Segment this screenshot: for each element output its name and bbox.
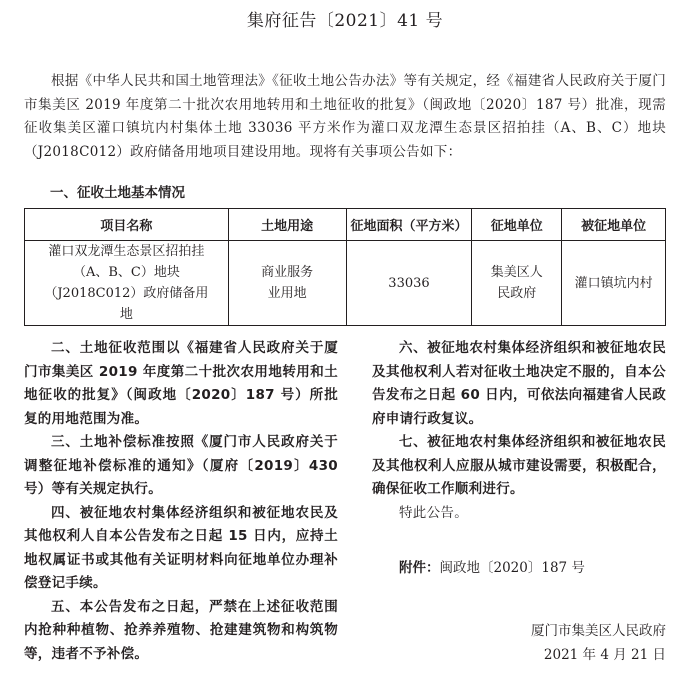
header-area: 征地面积（平方米） [346,209,472,241]
header-land-use: 土地用途 [228,209,346,241]
section-5: 五、本公告发布之日起，严禁在上述征收范围内抢种种植物、抢养养殖物、抢建建筑物和构筑物等，违者不予补偿。 [24,598,338,662]
attachment-value: 闽政地〔2020〕187 号 [439,560,585,576]
left-column [24,337,338,666]
section-3: 三、土地补偿标准按照《厦门市人民政府关于调整征地补偿标准的通知》（厦府〔2019〕430 号）等有关规定执行。 [24,434,338,497]
header-acquired-unit: 被征地单位 [562,209,666,241]
section-6: 六、被征地农村集体经济组织和被征地农民及其他权利人若对征收土地决定不服的，自本公告发布之日起 60 日内，可依法向福建省人民政府申请行政复议。 [372,340,666,427]
intro-paragraph: 根据《中华人民共和国土地管理法》《征收土地公告办法》等有关规定，经《福建省人民政府关于厦门市集美区 2019 年度第二十批次农用地转用和土地征收的批复》（闽政地〔2020〕187 号）批准，现需征收集美区灌口镇坑内村集体土地 33036 平方米作为灌口双龙潭生态景区招拍挂（A、B、C）地块（J2018C012）政府储备用地项目建设用地。现将有关事项公告如下： [24,73,666,160]
cell-acquired-unit: 灌口镇坑内村 [562,241,666,326]
cell-acquiring-unit: 集美区人民政府 [472,241,562,326]
document-number: 集府征告〔2021〕41 号 [246,11,444,31]
table-row [25,241,666,326]
attachment-label: 附件： [399,560,440,576]
section-7: 七、被征地农村集体经济组织和被征地农民及其他权利人应服从城市建设需要，积极配合，确保征收工作顺利进行。 [372,434,666,497]
closing-text: 特此公告。 [399,504,468,521]
section-4: 四、被征地农村集体经济组织和被征地农民及其他权利人自本公告发布之日起 15 日内，应持土地权属证书或其他有关证明材料向征地单位办理补偿登记手续。 [24,504,338,591]
cell-project-name: 灌口双龙潭生态景区招拍挂（A、B、C）地块（J2018C012）政府储备用地 [25,241,229,326]
land-info-table [24,208,666,326]
issuer: 厦门市集美区人民政府 [531,623,666,639]
cell-area: 33036 [346,241,472,326]
section-2: 二、土地征收范围以《福建省人民政府关于厦门市集美区 2019 年度第二十批次农用地转用和土地征收的批复》（闽政地〔2020〕187 号）所批复的用地范围为准。 [24,340,338,427]
section-1-heading: 一、征收土地基本情况 [50,185,185,201]
cell-land-use: 商业服务业用地 [228,241,346,326]
header-project-name: 项目名称 [25,209,229,241]
signatory [531,620,666,667]
right-column [372,337,666,525]
table-header-row [25,209,666,241]
header-acquiring-unit: 征地单位 [472,209,562,241]
issue-date: 2021 年 4 月 21 日 [543,646,666,663]
attachment [399,556,585,576]
